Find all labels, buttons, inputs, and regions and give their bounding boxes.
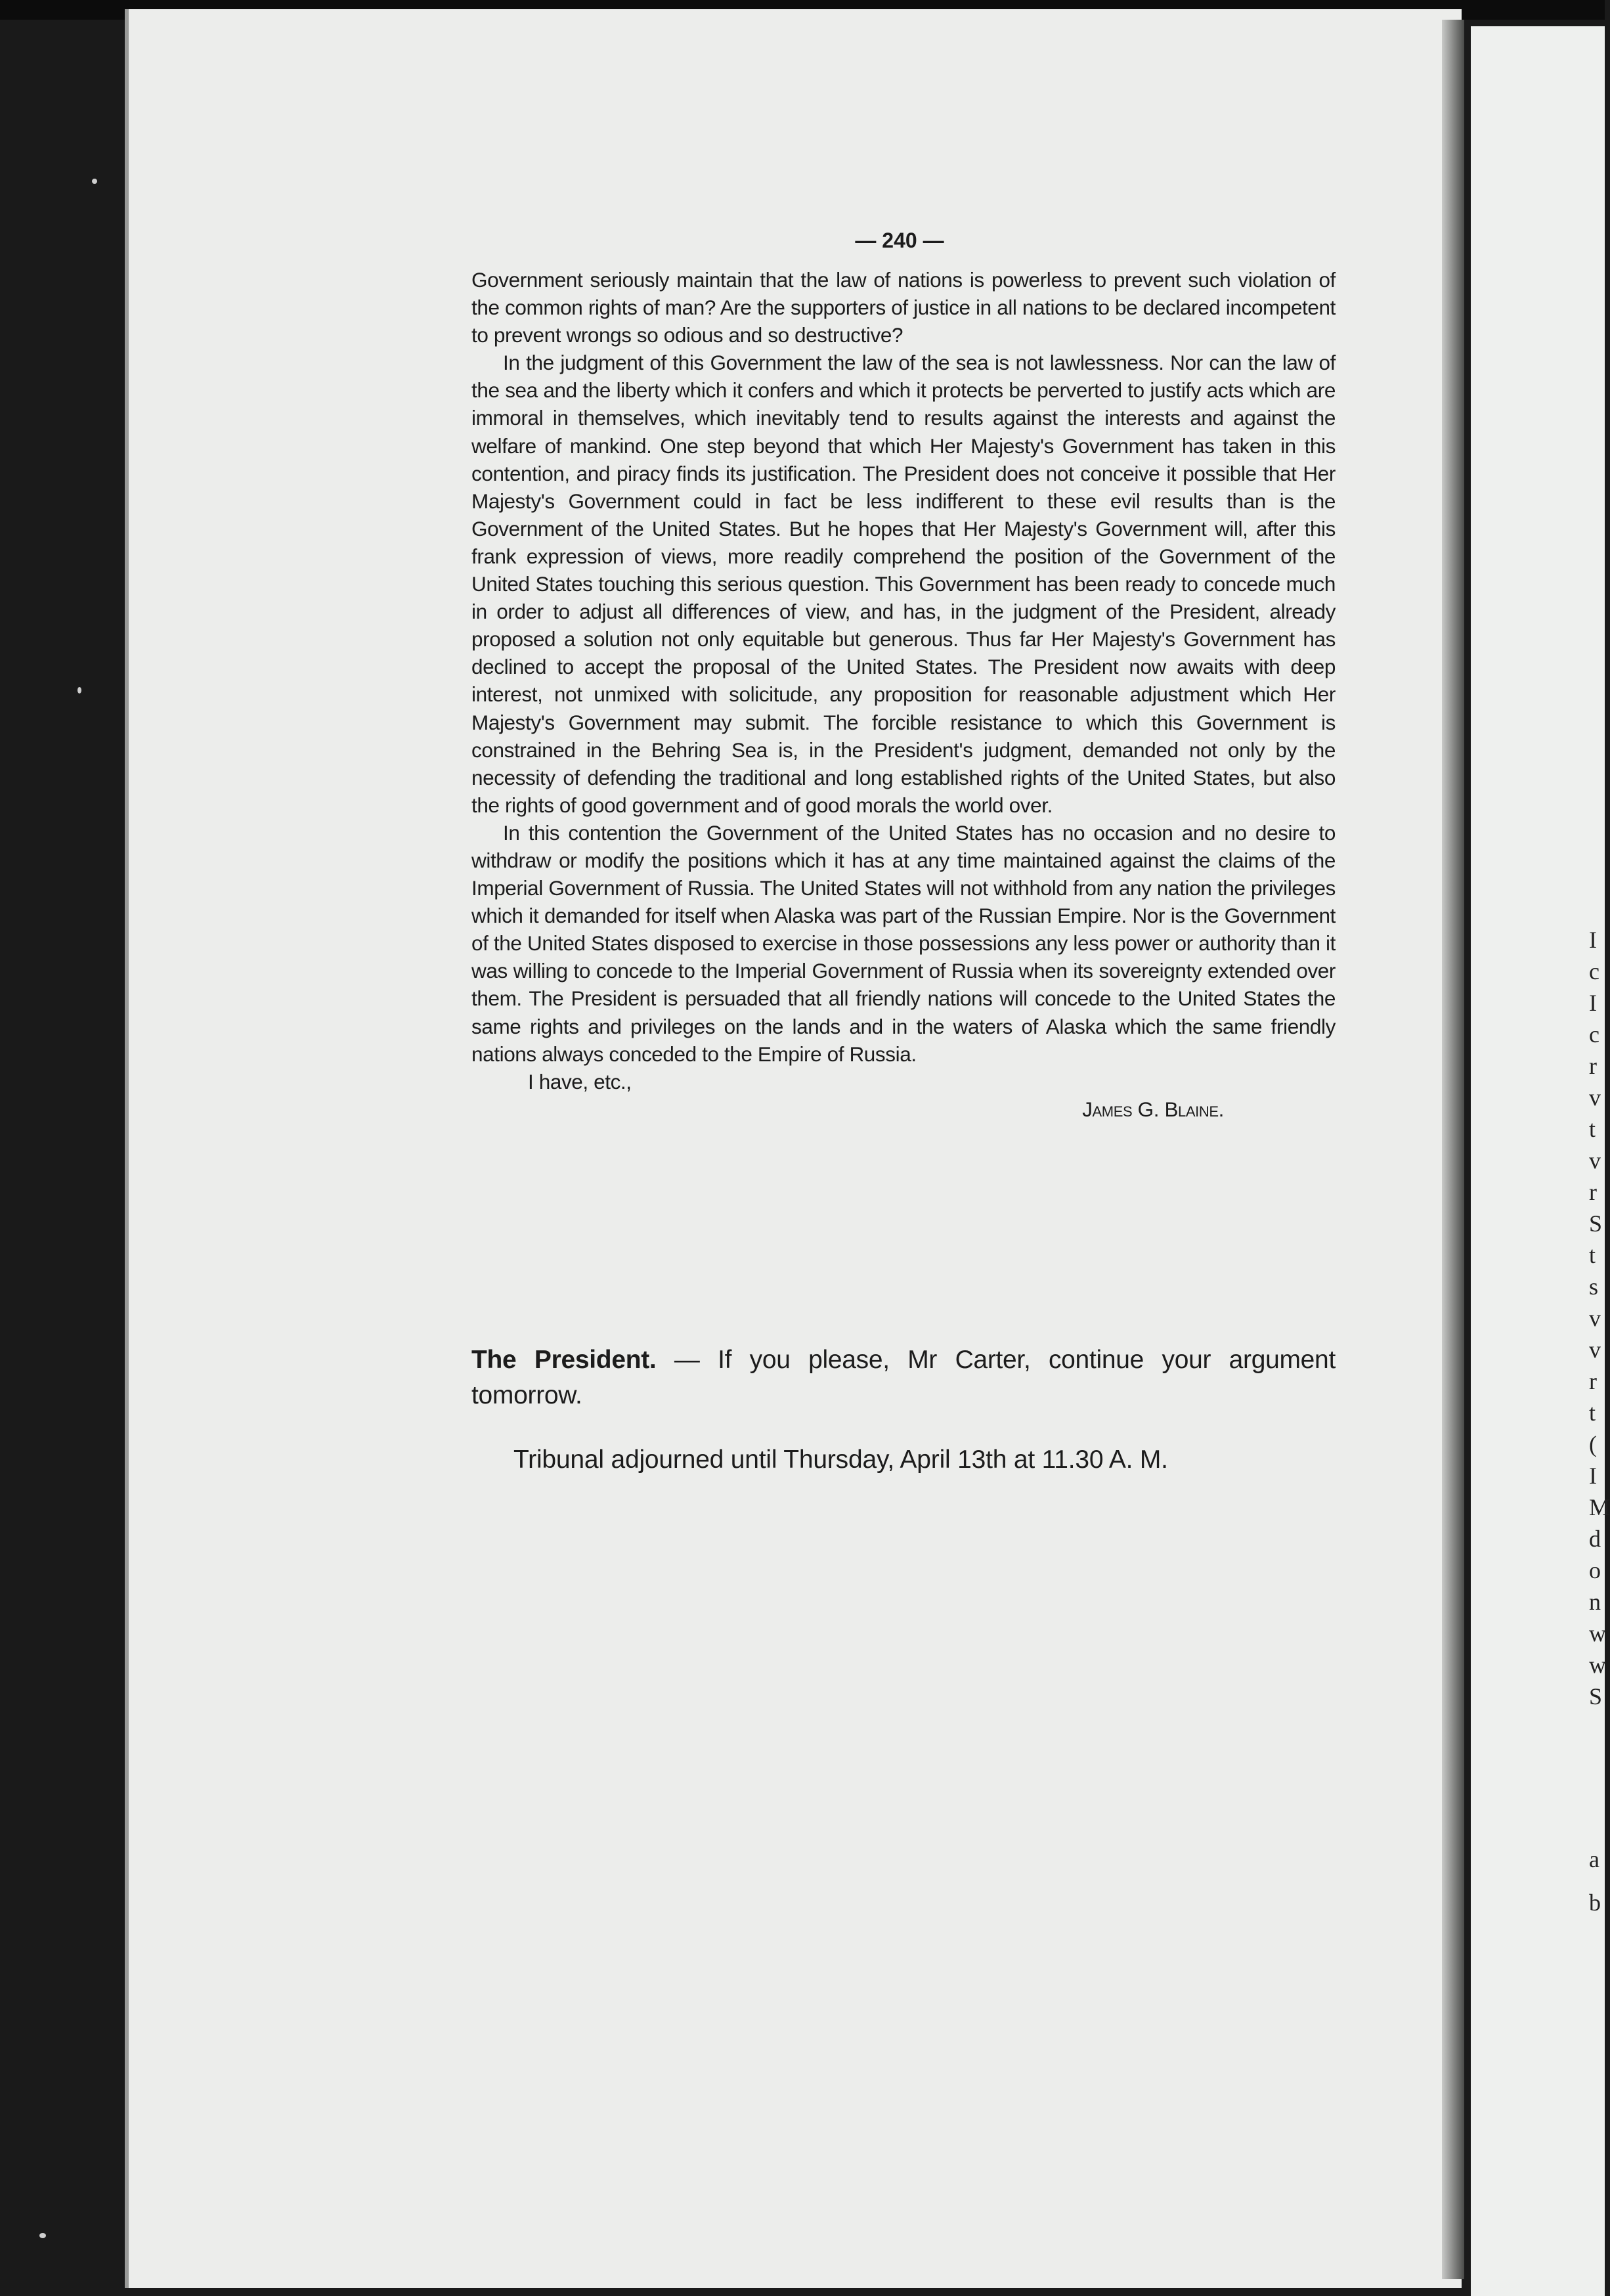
adjacent-page-fragment: t xyxy=(1589,1116,1596,1142)
adjacent-page-fragment: I xyxy=(1589,927,1597,953)
adjacent-page-fragment: S xyxy=(1589,1210,1603,1237)
adjacent-page-fragment: I xyxy=(1589,1463,1597,1489)
adjacent-page-fragment: n xyxy=(1589,1589,1601,1615)
scan-speck xyxy=(77,687,81,694)
page-number: — 240 — xyxy=(855,229,944,252)
adjacent-page-fragment: c xyxy=(1589,1021,1599,1048)
adjacent-page-fragment: I xyxy=(1589,990,1597,1016)
body-text xyxy=(471,266,1336,1123)
adjacent-page-fragment: t xyxy=(1589,1400,1596,1426)
adjacent-page-fragment: o xyxy=(1589,1557,1601,1583)
adjacent-page-fragment: r xyxy=(1589,1179,1597,1205)
scan-speck xyxy=(39,2233,46,2238)
adjacent-page-fragment: b xyxy=(1589,1889,1601,1916)
president-statement xyxy=(471,1342,1336,1413)
paragraph-law-of-the-sea: In the judgment of this Government the law of the sea is not lawlessness. Nor can the law of the sea and the liberty which it confers and which it protects be perverted to justify acts which are immoral in themselves, which inevitably tend to results against the interests and against the welfare of mankind. One step beyond that which Her Majesty's Government has taken in this contention, and piracy finds its justification. The President does not conceive it possible that Her Majesty's Government could in fact be less indifferent to these evil results than is the Government of the United States. But he hopes that Her Majesty's Government will, after this frank expression of views, more readily comprehend the position of the Government of the United States touching this serious question. This Government has been ready to concede much in order to adjust all differences of view, and has, in the judgment of the President, already proposed a solution not only equitable but generous. Thus far Her Majesty's Government has declined to accept the proposal of the United States. The President now awaits with deep interest, not unmixed with solicitude, any proposition for reasonable adjustment which Her Majesty's Government may submit. The forcible resistance to which this Government is constrained in the Behring Sea is, in the President's judgment, demanded not only by the necessity of defending the traditional and long established rights of the United States, but also the rights of good government and of good morals the world over. xyxy=(471,351,1336,817)
scan-speck xyxy=(92,179,97,184)
adjacent-page-fragment: c xyxy=(1589,958,1599,984)
page-gutter-shadow xyxy=(1442,20,1464,2279)
paragraph-contention: In this contention the Government of the United States has no occasion and no desire to withdraw or modify the positions which it has at any time maintained against the claims of the Imperial Government of Russia. The United States will not withhold from any nation the privileges which it demanded for itself when Alaska was part of the Russian Empire. Nor is the Government of the United States disposed to exercise in those possessions any less power or authority than it was willing to concede to the Imperial Government of Russia when its sovereignty extended over them. The President is persuaded that all friendly nations will concede to the United States the same rights and privileges on the lands and in the waters of Alaska which the same friendly nations always conceded to the Empire of Russia. xyxy=(471,820,1336,1066)
paragraph-continued: Government seriously maintain that the law of nations is powerless to prevent such violation of the common rights of man? Are the supporters of justice in all nations to be declared incompetent to prevent wrongs so odious and so destructive? xyxy=(471,268,1336,347)
adjacent-page-fragment: s xyxy=(1589,1273,1599,1300)
adjacent-page-fragment: w xyxy=(1589,1652,1606,1678)
adjacent-page-fragment: v xyxy=(1589,1305,1601,1331)
adjacent-page-fragment: a xyxy=(1589,1846,1599,1872)
letter-signature: James G. Blaine. xyxy=(1082,1097,1224,1121)
adjacent-page-fragment: v xyxy=(1589,1147,1601,1174)
letter-closing: I have, etc., xyxy=(528,1069,632,1093)
statement-text: — If you please, Mr Carter, continue your argument tomorrow. xyxy=(471,1346,1336,1409)
adjacent-page-fragment: M xyxy=(1589,1494,1610,1520)
adjacent-page-fragment: r xyxy=(1589,1368,1597,1394)
adjacent-page-fragment: S xyxy=(1589,1683,1603,1710)
adjournment-notice: Tribunal adjourned until Thursday, April 13th at 11.30 A. M. xyxy=(513,1446,1168,1474)
adjacent-page-fragment: w xyxy=(1589,1620,1606,1646)
adjacent-page-fragment: r xyxy=(1589,1053,1597,1079)
adjacent-page-fragment: v xyxy=(1589,1336,1601,1363)
adjacent-page-fragment: ( xyxy=(1589,1431,1597,1457)
speaker-label: The President. xyxy=(471,1346,657,1374)
adjacent-page-fragment: d xyxy=(1589,1526,1601,1552)
adjacent-page-edge xyxy=(1471,26,1610,2296)
adjacent-page-fragment: v xyxy=(1589,1084,1601,1111)
adjacent-page-fragment: t xyxy=(1589,1242,1596,1268)
